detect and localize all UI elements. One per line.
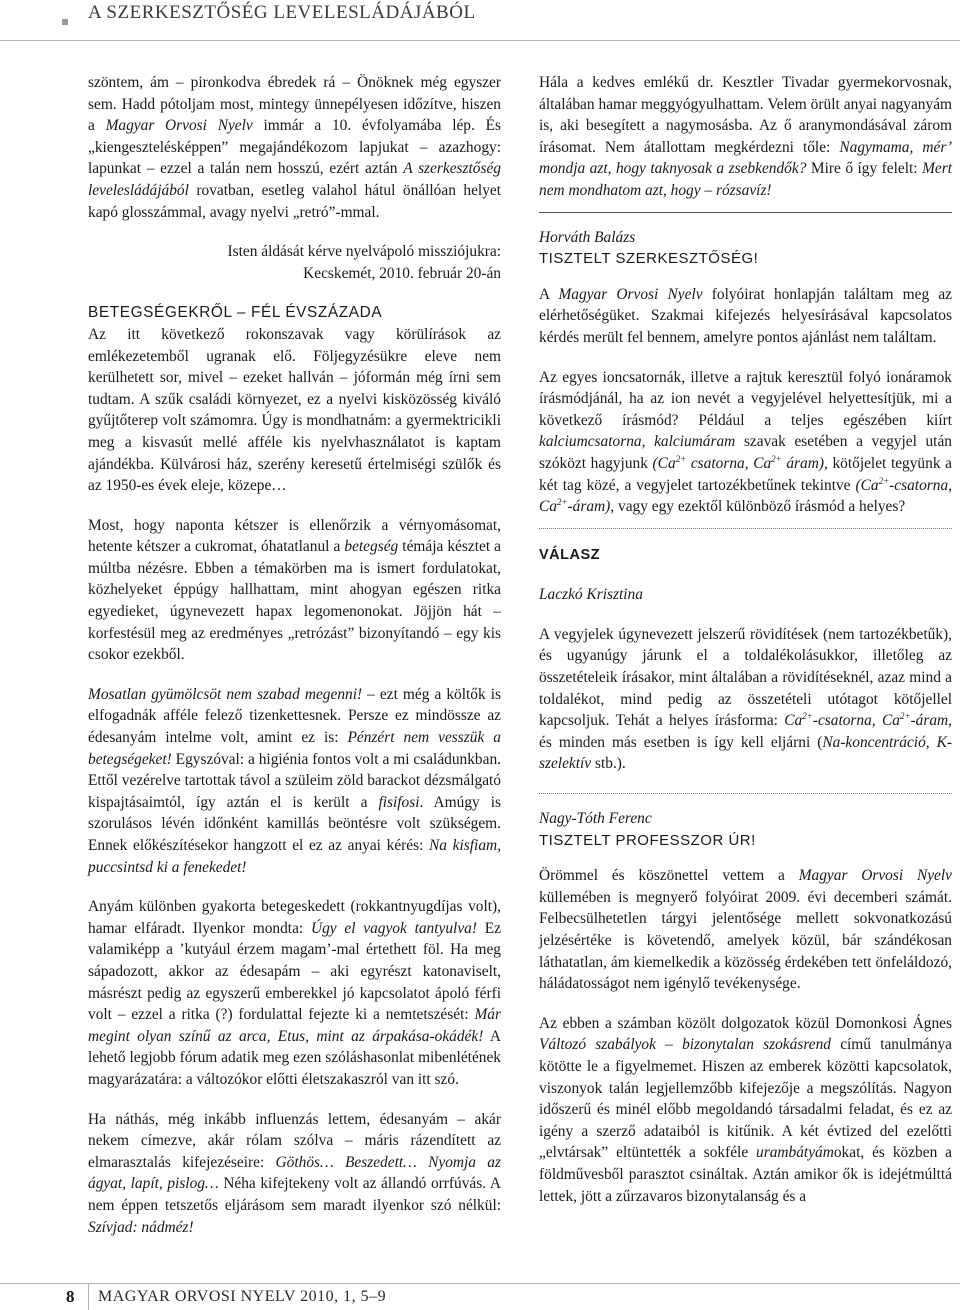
salutation: TISZTELT PROFESSZOR ÚR!: [539, 831, 756, 849]
intro-paragraph: szöntem, ám – pironkodva ébredek rá – Önöknek még egyszer sem. Hadd pótoljam most, mintegy ünnepélyesen időzítve, hiszen a Magyar Orvosi Nyelv immár a 10. évfolyamába lép. És „kiengesztelésképpen” megajándékozom lapjukat – azazhogy: lapunkat – ezzel a talán nem hosszú, ezért aztán A szerkesztőség levelesládájából rovatban, esetleg valahol hátul önállóan helyet kapó glosszámmal, avagy nyelvi „retró”-mmal.: [88, 74, 501, 221]
body-paragraph: Az ebben a számban közölt dolgozatok közül Domonkosi Ágnes Változó szabályok – bizonytalan szokásrend című tanulmánya kötötte le a figyelmemet. Hiszen az emberek közötti kapcsolatok, viszonyok talán legjellemzőbb kifejezője a megszólítás. Nagyon időszerű és minél előbb megoldandó társadalmi feladat, és ez az igény a szerző adataiból is kitűnik. A két évtized del ezelőtti „elvtársak” eltüntették a sokféle urambátyámokat, és közben a földművesből parasztot csináltak. Aztán amikor ők is idejétmúlttá lettek, jött a zűrzavaros bizonytalanság és a: [539, 1014, 952, 1205]
answer-author: Laczkó Krisztina: [539, 586, 643, 604]
body-paragraph: Hála a kedves emlékű dr. Kesztler Tivadar gyermekorvosnak, általában hamar meggyógyulhattam. Velem örült anyai nagyanyám is, aki besegített a nagymosásba. Az ő aranymondásával zárom írásomat. Nem átallottam megkérdezni tőle: Nagymama, mér’ mondja azt, hogy taknyosak a zsebkendők? Mire ő így felelt: Mert nem mondhatom azt, hogy – rózsavíz!: [539, 74, 953, 199]
header-square-icon: [62, 19, 68, 25]
author-name: Horváth Balázs: [539, 228, 636, 246]
answer-heading: VÁLASZ: [539, 546, 600, 563]
body-paragraph: Örömmel és köszönettel vettem a Magyar Orvosi Nyelv küllemében is megnyerő folyóirat 2009. évi decemberi számát. Felbecsülhetetlen tárgyi jelentősége mellett sokvonatkozású jelzésértéke is követendő, amelyek közül, bár szándékosan láthatatlan, ám kiemelkedik a közösség érdekében tett önfeláldozó, háládatosságot nem igénylő tevékenysége.: [539, 867, 952, 993]
left-column: [88, 72, 501, 1256]
body-paragraph: Mosatlan gyümölcsöt nem szabad megenni! – ezt még a költők is elfogadnák afféle felező tizenkettesnek. Persze ez mindössze az édesanyám intelme volt, amint ez is: Pénzért nem vesszük a betegségeket! Egyszóval: a higiénia fontos volt a mi családunkban. Ettől vezérelve tartottak távol a szüleim zöld barackot dézsmálgató kispajtásaimtól, így aztán el is került a fisifosi. Amúgy is szorulásos lévén időnként kamillás beöntésre volt szükségem. Ennek előkészítésekor hangzott el ez az anyai kérés: Na kisfiam, puccsintsd ki a fenekedet!: [88, 685, 502, 876]
body-paragraph: A vegyjelek úgynevezett jelszerű rövidítések (nem tartozékbetűk), és ugyanúgy járunk el a toldalékolásukkor, illetőleg az összetételeik írásakor, mint általában a rövidítéseknél, azaz mind a toldalékot, mind pedig az összetételi utótagot kötőjellel kapcsoljuk. Tehát a helyes írásforma: $Ca^{2+}$-csatorna, $Ca^{2+}$-áram, és minden más esetben is így kell eljárni (Na-koncentráció, K-szelektív stb.).: [539, 625, 953, 773]
dotted-divider: [539, 793, 952, 794]
page-number: 8: [66, 1287, 75, 1306]
body-paragraph: Az egyes ioncsatornák, illetve a rajtuk keresztül folyó ionáramok írásmódjánál, ha az ion nevét a vegyjelével helyettesítjük, mi a következő írásmód? Például a teljes egészében kiírt kalciumcsatorna, kalciumáram szavak esetében a vegyjel után szóközt hagyjunk ($Ca^{2+}$ csatorna, $Ca^{2+}$ áram), kötőjelet tegyünk a két tag közé, a vegyjelet tartozékbetűnek tekintve ($Ca^{2+}$-csatorna, $Ca^{2+}-áram$), vagy egy ezektől különböző írásmód a helyes?: [539, 368, 952, 516]
right-column: [539, 72, 952, 1225]
author-name: Nagy-Tóth Ferenc: [539, 810, 652, 828]
journal-citation: MAGYAR ORVOSI NYELV 2010, 1, 5–9: [98, 1288, 387, 1305]
body-paragraph: Anyám különben gyakorta betegeskedett (rokkantnyugdíjas volt), hamar elfáradt. Ilyenkor mondta: Úgy el vagyok tantyulva! Ez valamiképp a ’kutyául érzem magam’-mal értethett föl. Ha meg sápadozott, akkor az édesapám – aki egyrészt katonaviselt, másrészt pedig az egyszerű emberekkel jó kapcsolatot ápoló férfi volt – ezzel a ritka (?) fordulattal fejezte ki a nemtetszését: Már megint olyan színű az arca, Etus, mint az árpakása-okádék! A lehető legjobb fórum adatik meg ezen szóláshasonlat mibenlétének magyarázatára: a változókor előtti életszakaszról van itt szó.: [88, 898, 501, 1088]
body-paragraph: Most, hogy naponta kétszer is ellenőrzik a vérnyomásomat, hetente kétszer a cukromat, óhatatlanul a betegség témája késztet a múltba nézésre. Ebben a témakörben ma is ismert fordulatokat, közhelyeket éppúgy hallhattam, mint ahogyan egészen ritka egyedieket, úgynevezett hapax legomenonokat. Jöjjön hát – korfestésül meg az eredményes „retrózást” bizonyítandó – egy kis csokor ezekből.: [88, 516, 501, 664]
closing-blessing: Isten áldását kérve nyelvápoló missziójukra:: [227, 243, 501, 261]
body-paragraph: A Magyar Orvosi Nyelv folyóirat honlapján találtam meg az elérhetőségüket. Szakmai kifejezés helyesírásával kapcsolatos kérdés merült fel bennem, amelyre pontos ajánlást nem találtam.: [539, 285, 953, 346]
page-footer: [0, 1283, 960, 1310]
letter-closing: [88, 241, 501, 284]
running-header-title: A SZERKESZTŐSÉG LEVELESLÁDÁJÁBÓL: [88, 2, 476, 23]
body-paragraph: Ha náthás, még inkább influenzás lettem, édesanyám – akár nekem címezve, akár rólam szólva – máris rázendített az elmarasztalás kifejezéseire: Göthös… Beszedett… Nyomja az ágyat, lapít, pislog… Néha kifejtekeny volt az állandó orrfúvás. A nem éppen tetszetős eljárásom sem maradt ilyenkor szó nélkül: Szívjad: nádméz!: [88, 1110, 501, 1236]
divider: [539, 212, 952, 213]
footer-divider: [88, 1284, 89, 1310]
closing-place-date: Kecskemét, 2010. február 20-án: [303, 264, 501, 282]
section-title: BETEGSÉGEKRŐL – FÉL ÉVSZÁZADA: [88, 304, 383, 322]
running-header: [0, 0, 960, 41]
body-paragraph: Az itt következő rokonszavak vagy körülírások az emlékezetemből ugranak elő. Följegyzésükre eleve nem kerülhetett sor, mivel – ezeket hallván – jóformán még írni sem tudtam. A szűk családi környezet, ez a nyelvi kisközösség kiváló gyűjtőterep volt számomra. Úgy is mondhatnám: a gyermektricikli meg a kisvasút mellé afféle kis nyelvhasználatot is kaptam ajándékba. Külvárosi ház, szerény keresetű értelmiségi szülők és az 1950-es évek eleje, közepe…: [88, 325, 501, 495]
salutation: TISZTELT SZERKESZTŐSÉG!: [539, 250, 759, 268]
dotted-divider: [539, 528, 952, 529]
